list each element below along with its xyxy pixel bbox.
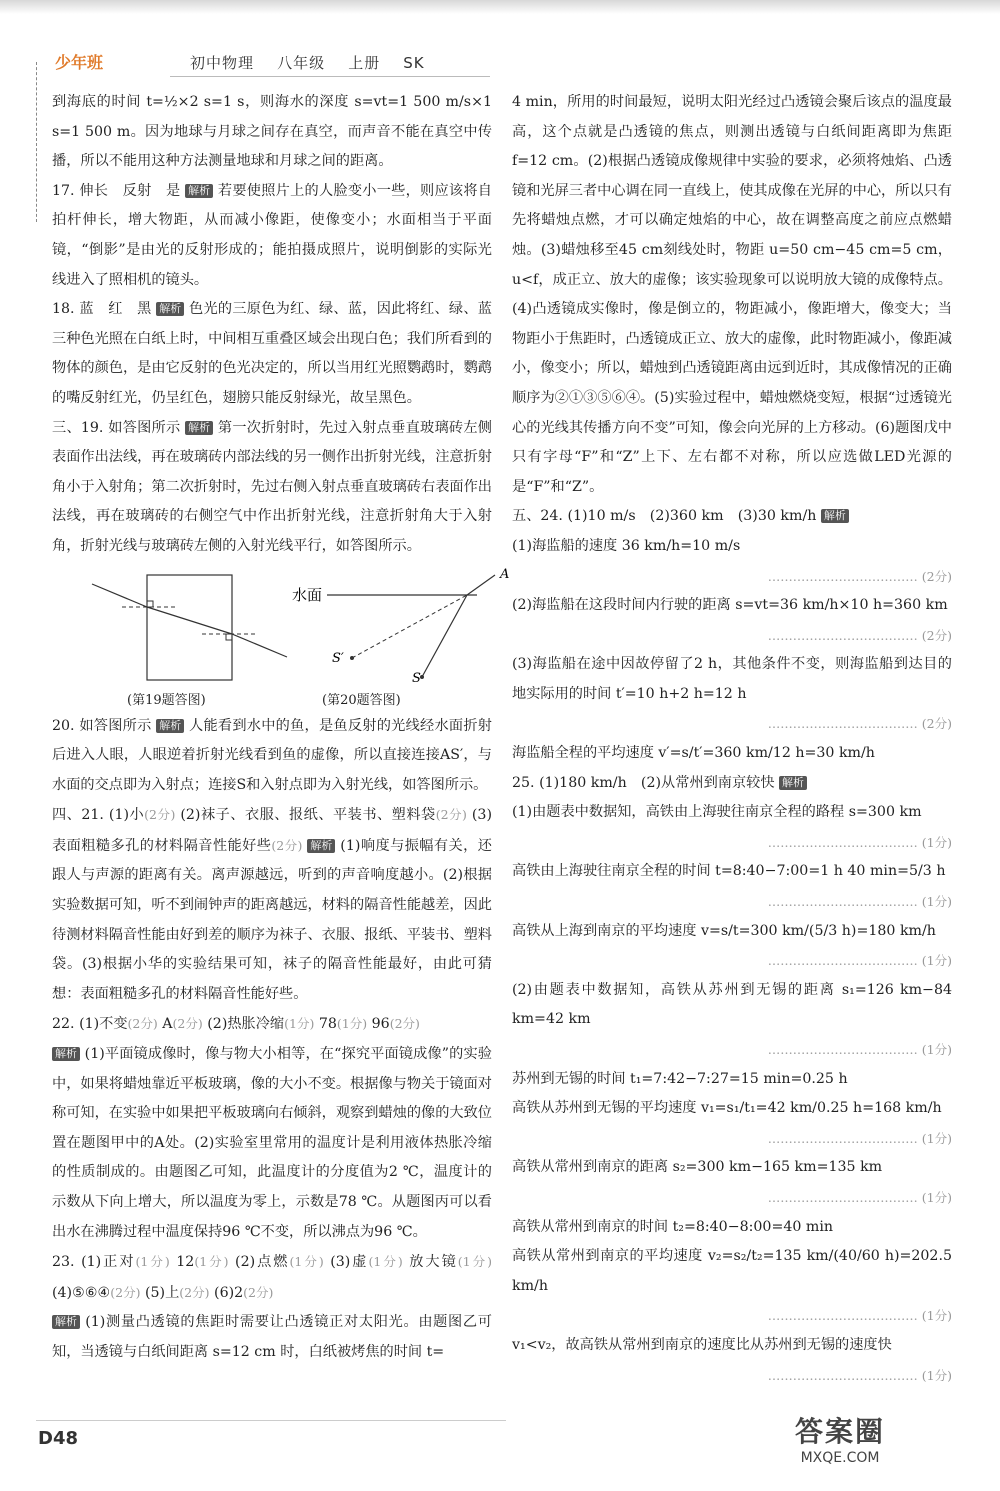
q17-analysis: 若要使照片上的人脸变小一些，则应该将自拍杆伸长，增大物距，从而减小像距，使像变小；水面相当于平面镜，“倒影”是由光的反射形成的；能拍摄成照片，说明倒影的实际光线进入了照相机的镜头。 <box>52 182 492 288</box>
incident-ray <box>92 584 147 607</box>
q23-answer-4: (3)虚 <box>330 1254 369 1271</box>
q23-block <box>52 1247 492 1367</box>
analysis-tag: 解析 <box>821 509 849 523</box>
score-line: ……………………………… (1分) <box>767 1189 952 1205</box>
point-s-prime <box>350 656 354 660</box>
q25-step-3: 高铁从上海到南京的平均速度 v=s/t=300 km/(5/3 h)=180 km/h <box>512 922 936 939</box>
left-column <box>52 88 510 1368</box>
q23-answer-6: (4)⑤⑥④ <box>52 1284 111 1301</box>
figure-20-caption: (第20题答图) <box>322 692 401 708</box>
score-line: ……………………………… (1分) <box>767 1130 952 1146</box>
top-edge-shadow <box>0 0 1000 14</box>
score: (1分) <box>336 1016 368 1032</box>
analysis-tag: 解析 <box>185 184 213 198</box>
q21-answer-1: 四、21. (1)小 <box>52 807 145 824</box>
q25-step-8: 高铁从常州到南京的时间 t₂=8:40−8:00=40 min <box>512 1218 834 1235</box>
q21-answer-3: (3)表面粗糙多孔的材料隔音性能好些 <box>52 807 492 854</box>
score: (2分) <box>172 1016 203 1032</box>
score: (1分) <box>135 1254 170 1270</box>
emergent-ray <box>232 634 287 657</box>
watermark <box>795 1410 885 1466</box>
q25-step-10: v₁<v₂，故高铁从常州到南京的速度比从苏州到无锡的速度快 <box>512 1336 892 1353</box>
q18-answer: 18. 蓝 红 黑 <box>52 301 152 318</box>
label-s-prime: S′ <box>332 650 344 666</box>
left-margin-rule <box>36 62 38 222</box>
score-line: ……………………………… (1分) <box>767 953 952 969</box>
analysis-tag: 解析 <box>52 1315 80 1329</box>
brand-logo: 少年班 <box>55 53 104 72</box>
score: (1分) <box>284 1016 315 1032</box>
q22-answer-4: 78 <box>318 1016 337 1033</box>
q24-answer: 五、24. (1)10 m/s (2)360 km (3)30 km/h <box>512 508 817 525</box>
q23-answer-2: 12 <box>176 1254 195 1271</box>
page-number: D48 <box>38 1428 78 1449</box>
score-line: ……………………………… (2分) <box>767 716 952 732</box>
q22-answer-1: 22. (1)不变 <box>52 1016 128 1033</box>
score: (1分) <box>457 1254 492 1270</box>
analysis-tag: 解析 <box>52 1047 80 1061</box>
q25-step-5: 苏州到无锡的时间 t₁=7:42−7:27=15 min=0.25 h <box>512 1070 848 1087</box>
q23-analysis: (1)测量凸透镜的焦距时需要让凸透镜正对太阳光。由题图乙可知，当透镜与白纸间距离 s=12 cm 时，白纸被烤焦的时间 t= <box>52 1314 492 1360</box>
analysis-tag: 解析 <box>156 719 184 733</box>
score: (1分) <box>194 1254 229 1270</box>
q20-answer: 20. 如答图所示 <box>52 717 152 734</box>
q25-step-2: 高铁由上海驶往南京全程的时间 t=8:40−7:00=1 h 40 min=5/3 h <box>512 863 946 880</box>
score: (2分) <box>435 807 467 823</box>
q21-block <box>52 800 492 1009</box>
q22-answer-5: 96 <box>371 1016 390 1033</box>
score-line: ……………………………… (1分) <box>767 1367 952 1383</box>
q22-analysis: (1)平面镜成像时，像与物大小相等，在“探究平面镜成像”的实验中，如果将蜡烛靠近平板玻璃，像的大小不变。根据像与物关于镜面对称可知，在实验中如果把平板玻璃向右倾斜，观察到蜡烛的像的大致位置在题图甲中的A处。(2)实验室里常用的温度计是利用液体热胀冷缩的性质制成的。由题图乙可知，此温度计的分度值为2 ℃，温度计的示数从下向上增大，所以温度为零上，示数是78 ℃。从题图丙可以看出水在沸腾过程中温度保持96 ℃不变，所以沸点为96 ℃。 <box>52 1046 492 1240</box>
q22-answer-3: (2)热胀冷缩 <box>207 1016 285 1033</box>
figure-20-fish-refraction <box>282 566 510 686</box>
score: (1分) <box>289 1254 324 1270</box>
header-subject: 初中物理 <box>190 54 255 72</box>
header-divider <box>170 76 490 77</box>
score: (2分) <box>110 1284 141 1300</box>
q23-answer-5: 放大镜 <box>409 1254 458 1271</box>
analysis-tag: 解析 <box>779 776 807 790</box>
score: (1分) <box>368 1254 403 1270</box>
q21-analysis: (1)响度与振幅有关，还跟人与声源的距离有关。离声源越远，听到的声音响度越小。(2)根据实验数据可知，听不到闹钟声的距离越远，材料的隔音性能越差，因此待测材料隔音性能由好到差的顺序为袜子、衣服、报纸、平装书、塑料袋。(3)根据小华的实验结果可知，袜子的隔音性能最好，由此可猜想：表面粗糙多孔的材料隔音性能好些。 <box>52 837 492 1002</box>
answer-figures <box>52 566 510 710</box>
q25-step-4: (2)由题表中数据知，高铁从苏州到无锡的距离 s₁=126 km−84 km=42 km <box>512 981 952 1028</box>
footer-divider <box>36 1420 506 1421</box>
refracted-ray <box>147 607 232 634</box>
q19-block <box>52 414 492 562</box>
header-info <box>190 52 425 73</box>
q23-answer-7: (5)上 <box>145 1284 180 1301</box>
q23-answer-3: (2)点燃 <box>235 1254 290 1271</box>
q24-step-3: (3)海监船在途中因故停留了2 h，其他条件不变，则海监船到达目的地实际用的时间 t′=10 h+2 h=12 h <box>512 656 952 702</box>
q18-block <box>52 295 492 413</box>
q18-analysis: 色光的三原色为红、绿、蓝，因此将红、绿、蓝三种色光照在白纸上时，中间相互重叠区域会出现白色；我们所看到的物体的颜色，是由它反射的色光决定的，所以当用红光照鹦鹉时，鹦鹉的嘴反射红光，仍呈红色，翅膀只能反射绿光，故呈黑色。 <box>52 301 492 406</box>
watermark-title: 答案圈 <box>795 1415 886 1448</box>
score-line: ……………………………… (1分) <box>767 834 952 850</box>
q24-answer-line <box>512 502 952 532</box>
q22-answer-2: A <box>162 1016 173 1033</box>
score-line: ……………………………… (2分) <box>767 568 952 584</box>
score-line: ……………………………… (1分) <box>767 1308 952 1324</box>
q25-answer: 25. (1)180 km/h (2)从常州到南京较快 <box>512 774 775 791</box>
q21-answer-2: (2)袜子、衣服、报纸、平装书、塑料袋 <box>180 807 436 824</box>
watermark-url: MXQE.COM <box>800 1450 880 1466</box>
label-a: A <box>500 566 510 582</box>
header-volume: 上册 <box>348 54 381 72</box>
q24-step-2: (2)海监船在这段时间内行驶的距离 s=vt=36 km/h×10 h=360 km <box>512 597 948 614</box>
score-line: ……………………………… (1分) <box>767 1042 952 1057</box>
right-angle-mark <box>226 634 232 640</box>
analysis-tag: 解析 <box>156 302 184 316</box>
score: (2分) <box>144 807 176 823</box>
water-surface-label: 水面 <box>292 585 323 604</box>
score: (2分) <box>389 1016 420 1032</box>
page-header <box>55 50 955 76</box>
q25-step-9: 高铁从常州到南京的平均速度 v₂=s₂/t₂=135 km/(40/60 h)=202.5 km/h <box>512 1248 952 1294</box>
right-angle-mark <box>147 601 153 607</box>
score: (2分) <box>271 837 303 853</box>
header-edition: SK <box>403 54 425 72</box>
figure-19-caption: (第19题答图) <box>127 692 206 708</box>
q25-answer-line <box>512 769 952 799</box>
q23-answer-1: 23. (1)正对 <box>52 1254 136 1271</box>
score: (2分) <box>127 1016 158 1032</box>
q17-answer: 17. 伸长 反射 是 <box>52 182 181 199</box>
q25-step-6: 高铁从苏州到无锡的平均速度 v₁=s₁/t₁=42 km/0.25 h=168 km/h <box>512 1100 942 1117</box>
q24-step-1: (1)海监船的速度 36 km/h=10 m/s <box>512 537 741 554</box>
q23-analysis-continued: 4 min，所用的时间最短，说明太阳光经过凸透镜会聚后该点的温度最高，这个点就是凸透镜的焦点，则测出透镜与白纸间距离即为焦距 f=12 cm。(2)根据凸透镜成像规律中实验的要求，必须将烛焰、凸透镜和光屏三者中心调在同一直线上，使其成像在光屏的中心，所以只有先将蜡烛点燃，才可以确定烛焰的中心，故在调整高度之前应点燃蜡烛。(3)蜡烛移至45 cm刻线处时，物距 u=50 cm−45 cm=5 cm，u<f，成正立、放大的虚像；该实验现象可以说明放大镜的成像特点。(4)凸透镜成实像时，像是倒立的，物距减小，像距增大，像变大；当物距小于焦距时，凸透镜成正立、放大的虚像，此时物距减小，像距减小，像变小；所以，蜡烛到凸透镜距离由远到近时，其成像情况的正确顺序为②①③⑤⑥④。(5)实验过程中，蜡烛燃烧变短，根据“过透镜光心的光线其传播方向不变”可知，像会向光屏的上方移动。(6)题图戊中只有字母“F”和“Z”上下、左右都不对称，所以应选做LED光源的是“F”和“Z”。 <box>512 94 952 495</box>
q25-step-1: (1)由题表中数据知，高铁由上海驶往南京全程的路程 s=300 km <box>512 804 922 821</box>
q19-analysis: 第一次折射时，先过入射点垂直玻璃砖左侧表面作出法线，再在玻璃砖内部法线的另一侧作出折射光线，注意折射角小于入射角；第二次折射时，先过右侧入射点垂直玻璃砖右表面作出法线，再在玻璃砖的右侧空气中作出折射光线，注意折射角大于入射角，折射光线与玻璃砖左侧的入射光线平行，如答图所示。 <box>52 419 492 554</box>
header-grade: 八年级 <box>277 54 326 72</box>
right-column <box>512 88 952 1390</box>
q24-step-4: 海监船全程的平均速度 v′=s/t′=360 km/12 h=30 km/h <box>512 745 875 762</box>
analysis-tag: 解析 <box>307 839 335 853</box>
q19-answer: 三、19. 如答图所示 <box>52 419 181 436</box>
q20-block <box>52 712 492 801</box>
score-line: ……………………………… (2分) <box>767 627 952 643</box>
q16-continuation: 到海底的时间 t=½×2 s=1 s，则海水的深度 s=vt=1 500 m/s×1 s=1 500 m。因为地球与月球之间存在真空，而声音不能在真空中传播，所以不能用这种方法测量地球和月球之间的距离。 <box>52 94 492 170</box>
score: (2分) <box>243 1284 274 1300</box>
q23-answer-8: (6)2 <box>214 1284 244 1301</box>
score: (2分) <box>179 1284 210 1300</box>
analysis-tag: 解析 <box>185 421 213 435</box>
q17-block <box>52 177 492 295</box>
label-s: S <box>412 670 421 686</box>
q22-block <box>52 1009 492 1247</box>
q20-analysis: 人能看到水中的鱼，是鱼反射的光线经水面折射后进入人眼，人眼逆着折射光线看到鱼的虚像，所以直接连接AS′，与水面的交点即为入射点；连接S和入射点即为入射光线，如答图所示。 <box>52 717 492 793</box>
score-line: ……………………………… (1分) <box>767 894 952 910</box>
q25-step-7: 高铁从常州到南京的距离 s₂=300 km−165 km=135 km <box>512 1159 883 1176</box>
glass-block <box>147 575 232 680</box>
